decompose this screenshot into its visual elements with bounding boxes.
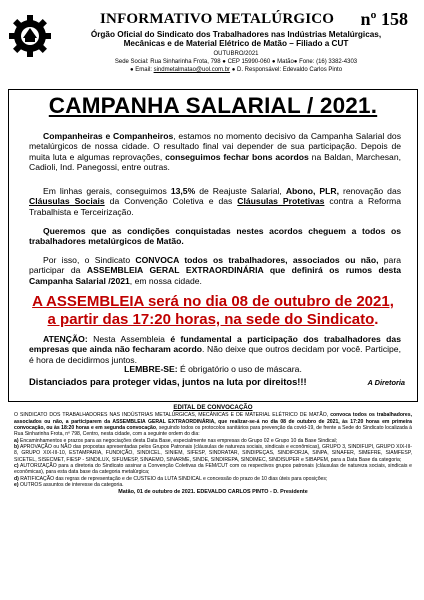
agenda-item-key: d) <box>14 475 19 482</box>
org-line-2: Mecânicas e de Material Elétrico de Matão – Filiado a CUT <box>123 39 349 48</box>
newsletter-header <box>8 8 418 86</box>
campaign-box <box>8 89 418 402</box>
gains-text-2: de Reajuste Salarial, <box>195 186 286 196</box>
notice-intro-text-2: , seguindo todos os protocolos sanitários para prevenção da covid-19, de frente a Sede do Sindicato localizada à Rua Sinharinha Frota, nº 798, Centro, nesta cidade, com a seguinte ordem do dia: <box>14 425 412 438</box>
attention-highlight: é fundamental a participação dos trabalhadores das empresas que ainda não fecharam acordo <box>29 334 401 355</box>
union-gear-logo-icon <box>8 14 52 58</box>
assembly-time-line <box>9 311 417 329</box>
notice-intro-text-1: O SINDICATO DOS TRABALHADORES NAS INDÚSTRIAS METALÚRGICAS, MECÂNICAS E DE MATERIAL ELÉTRICO DE MATÃO, <box>14 412 331 419</box>
agenda-item-key: e) <box>14 482 19 489</box>
responsible-director: ● D. Responsável: Edevaldo Carlos Pinto <box>230 67 343 73</box>
paragraph-attention <box>29 334 401 365</box>
notice-intro <box>14 412 412 437</box>
gains-text-3: renovação das <box>339 186 402 196</box>
agenda-item-key: c) <box>14 463 19 470</box>
agenda-item-text: OUTROS assuntos de interesse da categoria. <box>18 482 124 489</box>
paragraph-convocation <box>29 255 401 286</box>
gains-text-4: da Convenção Coletiva e das <box>104 196 238 207</box>
paragraph-intro <box>29 131 401 173</box>
assembly-period: . <box>374 311 379 328</box>
intro-highlight: conseguimos fechar bons acordos <box>165 151 309 162</box>
remember-text: É obrigatório o uso de máscara. <box>177 364 302 374</box>
mask-reminder <box>9 364 417 374</box>
agenda-item-key: b) <box>14 444 19 451</box>
convocation-notice <box>14 405 412 496</box>
assembly-date: A ASSEMBLEIA será no dia 08 de outubro de 2021, <box>32 293 394 310</box>
notice-title: EDITAL DE CONVOCAÇÃO <box>173 404 253 411</box>
attention-text-1: Nesta Assembleia <box>87 334 171 344</box>
convocation-text-3: , em nossa cidade. <box>129 275 202 286</box>
closing-slogan: Distanciados para proteger vidas, juntos na luta por direitos!!! <box>29 376 307 387</box>
gains-abono: Abono, PLR, <box>285 186 339 196</box>
agenda-item <box>14 444 412 463</box>
issue-number: nº 158 <box>360 9 408 29</box>
email-prefix: ● Email: <box>129 67 154 73</box>
remember-label: LEMBRE-SE: <box>124 364 178 374</box>
goal-text: Queremos que as condições conquistadas nestes acordos cheguem a todos os trabalhadores metalúrgicos de Matão. <box>29 226 401 247</box>
paragraph-gains <box>29 186 401 217</box>
intro-text-2: na Baldan, Marchesan, Cadioli, Ind. Panegossi, entre outras. <box>29 151 401 173</box>
gains-text-1: Em linhas gerais, conseguimos <box>43 186 171 196</box>
agenda-item <box>14 482 412 488</box>
agenda-item-text: APROVAÇÃO ou NÃO das propostas apresentadas pelos Grupos Patronais (cláusulas de natureza sociais, sindicais e econômicas), GRUPO 3, SINDIFUPI, GRUPO XIX-III-8, GRUPO XIX-III-10, ESTAMPARIA, FUNDIÇÃO, SINDICEL, SINIEM, SIFESP, SINDRATAR, SINDIPEÇAS, SINDIFORJA, SINPA, SINAFER, SIMEFRE, SIAMFESP, SICETEL, SISECMET, FIESP - SINDILUX, SIFUMESP, SINAEMO, SINARME, SINDE, SINDIREPA, SINDIMEC, SINDISUPER e SIBAPEM, para a Data Base da categoria; <box>14 444 412 463</box>
assembly-date-line <box>9 293 417 311</box>
greeting: Companheiras e Companheiros <box>43 131 174 141</box>
contact-line <box>54 66 418 75</box>
board-signature: A Diretoria <box>367 378 405 387</box>
protective-clauses: Cláusulas Protetivas <box>237 196 325 207</box>
notice-signature: Matão, 01 de outubro de 2021. EDEVALDO CARLOS PINTO - D. Presidente <box>118 489 308 496</box>
assembly-time-place: a partir das 17:20 horas, na sede do Sindicato <box>47 311 375 328</box>
campaign-headline: CAMPANHA SALARIAL / 2021. <box>48 93 378 118</box>
attention-text-2: . Não deixe que outros decidam por você. Participe, é hora de decidirmos juntos. <box>29 344 401 365</box>
newsletter-title: INFORMATIVO METALÚRGICO <box>100 11 335 27</box>
convocation-highlight-1: CONVOCA todos os trabalhadores, associados ou não, <box>135 255 379 265</box>
paragraph-goal <box>29 226 401 247</box>
social-clauses: Cláusulas Sociais <box>29 196 105 207</box>
issue-date: OUTUBRO/2021 <box>213 51 259 57</box>
email-link[interactable]: sindmetalmatao@uol.com.br <box>153 67 231 73</box>
agenda-item-text: RATIFICAÇÃO das regras de representação e de CUSTEIO da LUTA SINDICAL e concessão do prazo de 10 dias úteis para oposições; <box>18 475 328 482</box>
convocation-highlight-2: ASSEMBLEIA GERAL EXTRAORDINÁRIA que definirá os rumos desta Campanha Salarial /2021 <box>29 265 401 286</box>
agenda-item-text: AUTORIZAÇÃO para a diretoria do Sindicato assinar a Convenção Coletivas da FEM/CUT com os respectivos grupos patronais (cláusulas de natureza sociais, sindicais e econômicas), para esta data base da categoria metalúrgica; <box>14 463 412 476</box>
agenda-item <box>14 463 412 476</box>
agenda-item-key: a) <box>14 437 19 444</box>
intro-text-1: , estamos no momento decisivo da Campanha Salarial dos metalúrgicos de nossa cidade. O resultado final vai depender de sua participação. Depois de muita luta e algumas reprovações, <box>29 131 401 162</box>
attention-label: ATENÇÃO: <box>43 334 88 344</box>
notice-intro-highlight: convoca todos os trabalhadores, associados ou não, a participarem da ASSEMBLEIA GERAL EXTRAORDINÁRIA, que realizar-se-á no dia 08 de outubro de 2021, às 17:20 horas em primeira convocação, ou às 18:20 horas e em segunda convocação <box>14 412 412 432</box>
agenda-item-text: Encaminhamentos e prazos para as negociações desta Data Base, especialmente nas empresas do Grupo 02 e Grupo 10 da Base Sindical; <box>18 437 338 444</box>
convocation-text-2: para participar da <box>29 255 401 276</box>
address-line: Sede Social: Rua Sinharinha Frota, 798 ● CEP 15990-060 ● Matão● Fone: (16) 3382-4303 <box>114 59 358 65</box>
raise-percent: 13,5% <box>170 186 196 196</box>
org-line-1: Órgão Oficial do Sindicato dos Trabalhadores nas Indústrias Metalúrgicas, <box>90 30 382 39</box>
convocation-text-1: Por isso, o Sindicato <box>43 255 136 265</box>
gains-text-5: contra a Reforma Trabalhista e Terceirização. <box>29 196 401 217</box>
